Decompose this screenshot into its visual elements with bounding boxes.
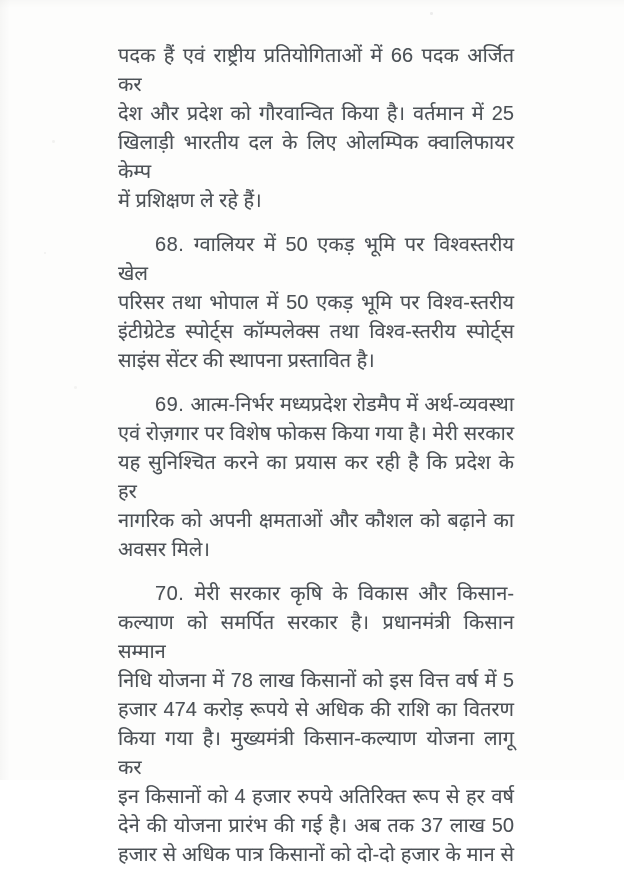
text-line: इन किसानों को 4 हजार रुपये अतिरिक्त रूप से हर वर्ष bbox=[118, 786, 514, 808]
text-line: 70. मेरी सरकार कृषि के विकास और किसान- bbox=[155, 583, 514, 605]
text-line: हजार से अधिक पात्र किसानों को दो-दो हजार के मान से bbox=[118, 844, 514, 866]
text-line: कल्याण को समर्पित सरकार है। प्रधानमंत्री किसान सम्मान bbox=[118, 612, 514, 663]
scan-speck bbox=[52, 140, 55, 143]
text-line: देश और प्रदेश को गौरवान्वित किया है। वर्तमान में 25 bbox=[118, 103, 514, 125]
text-line: अवसर मिले। bbox=[118, 539, 210, 561]
text-line: एवं रोज़गार पर विशेष फोकस किया गया है। मेरी सरकार bbox=[118, 423, 514, 445]
scan-speck bbox=[44, 252, 46, 254]
text-line: खिलाड़ी भारतीय दल के लिए ओलम्पिक क्वालिफायर केम्प bbox=[118, 132, 514, 183]
document-text bbox=[118, 42, 514, 870]
text-line: में प्रशिक्षण ले रहे हैं। bbox=[118, 190, 262, 212]
text-line: हजार 474 करोड़ रूपये से अधिक की राशि का वितरण bbox=[118, 699, 514, 721]
scan-speck bbox=[430, 12, 433, 15]
text-line: किया गया है। मुख्यमंत्री किसान-कल्याण योजना लागू कर bbox=[118, 728, 514, 779]
paragraph-68 bbox=[118, 231, 514, 376]
text-line: यह सुनिश्चित करने का प्रयास कर रही है कि प्रदेश के हर bbox=[118, 452, 514, 503]
text-line: 68. ग्वालियर में 50 एकड़ भूमि पर विश्वस्तरीय खेल bbox=[118, 234, 514, 285]
scan-speck bbox=[74, 386, 77, 389]
text-line: साइंस सेंटर की स्थापना प्रस्तावित है। bbox=[118, 350, 375, 372]
paragraph-number: 70. bbox=[155, 583, 185, 605]
text-line: निधि योजना में 78 लाख किसानों को इस वित्त वर्ष में 5 bbox=[118, 670, 514, 692]
paragraph-69 bbox=[118, 391, 514, 565]
text-line: परिसर तथा भोपाल में 50 एकड़ भूमि पर विश्व-स्तरीय bbox=[118, 292, 514, 314]
text-line: 69. आत्म-निर्भर मध्यप्रदेश रोडमैप में अर्थ-व्यवस्था bbox=[155, 394, 514, 416]
text-line: नागरिक को अपनी क्षमताओं और कौशल को बढ़ाने का bbox=[118, 510, 514, 532]
text-line: इंटीग्रेटेड स्पोर्ट्स कॉम्पलेक्स तथा विश्व-स्तरीय स्पोर्ट्स bbox=[118, 321, 514, 343]
paragraph-number: 69. bbox=[155, 394, 185, 416]
text-line: पदक हैं एवं राष्ट्रीय प्रतियोगिताओं में 66 पदक अर्जित कर bbox=[118, 45, 514, 96]
paragraph-continuation bbox=[118, 42, 514, 216]
paragraph-number: 68. bbox=[155, 234, 185, 256]
paragraph-70 bbox=[118, 580, 514, 870]
text-line: देने की योजना प्रारंभ की गई है। अब तक 37 लाख 50 bbox=[118, 815, 514, 837]
